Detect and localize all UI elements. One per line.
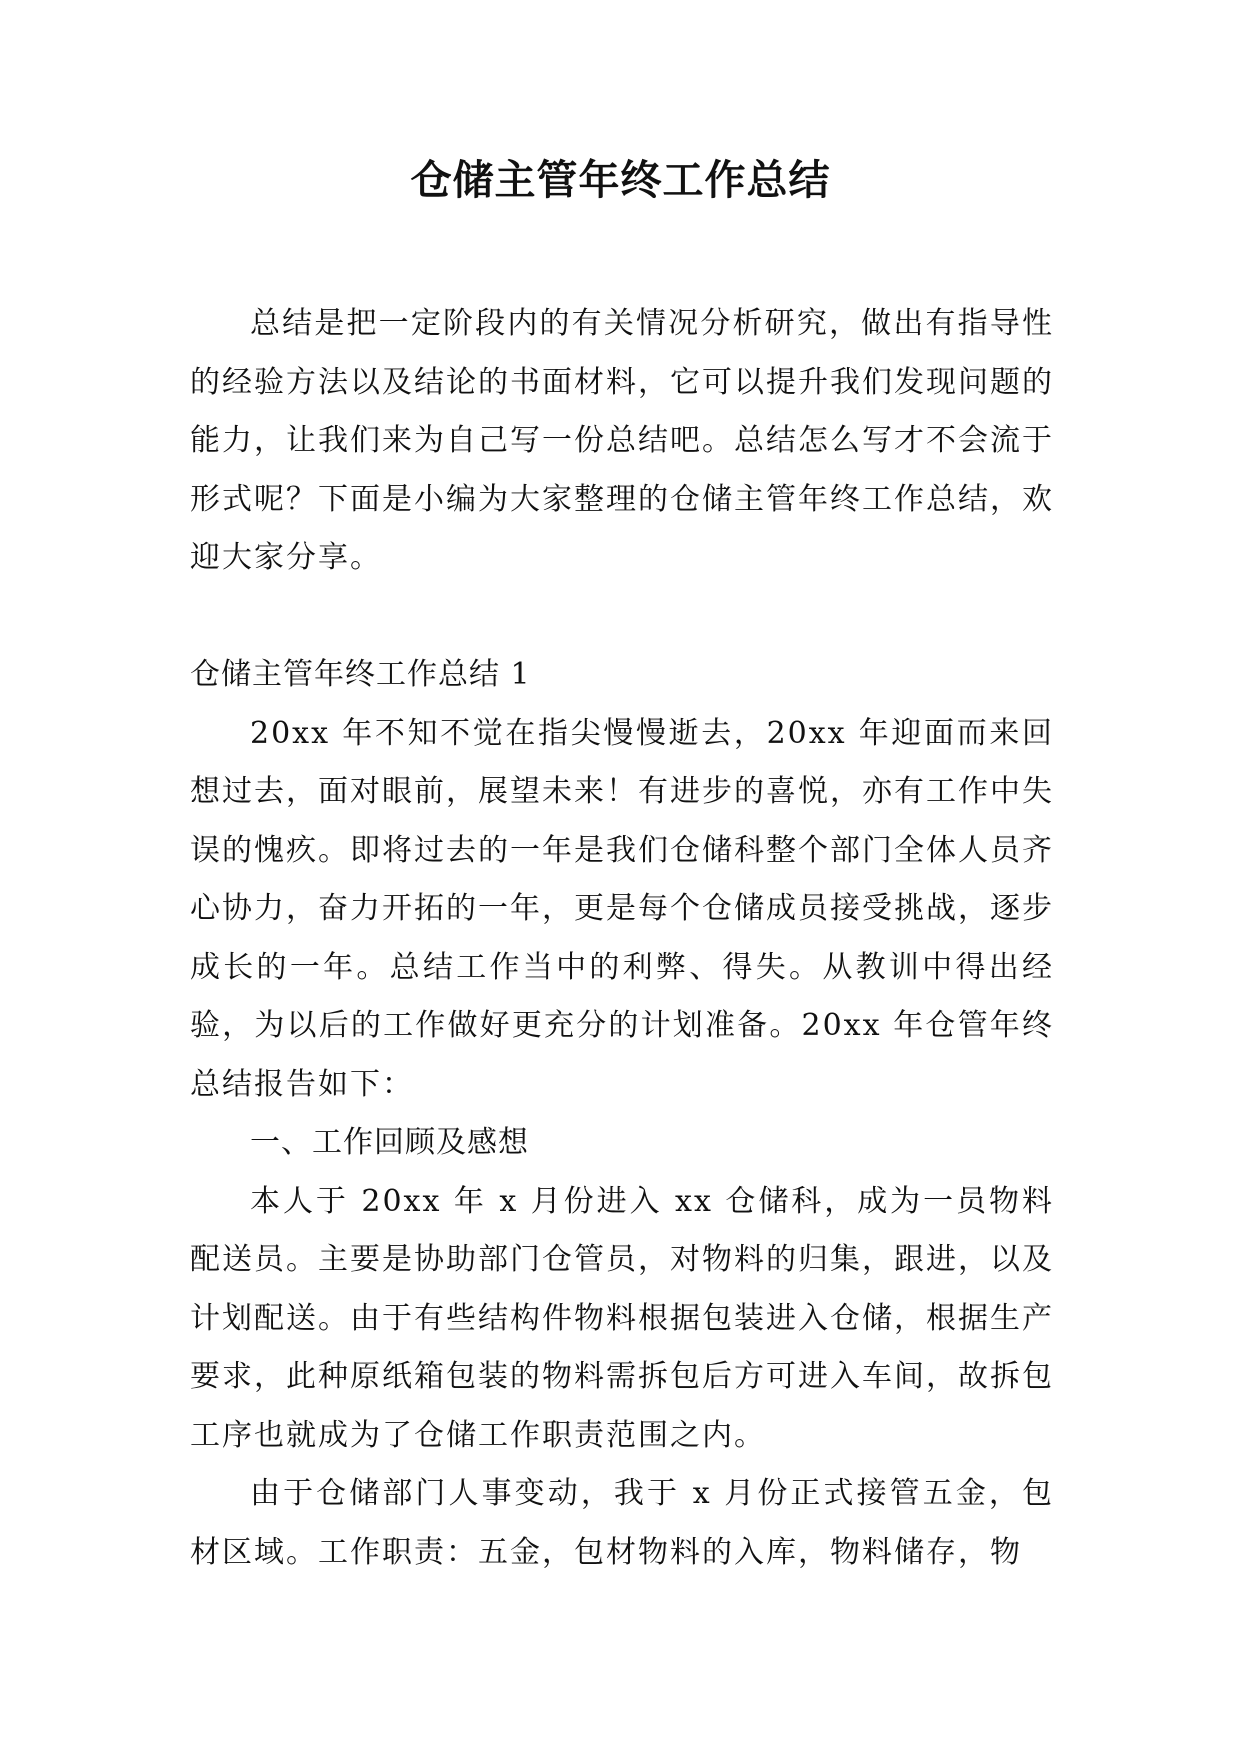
body-paragraph: 由于仓储部门人事变动，我于 x 月份正式接管五金，包材区域。工作职责：五金，包材物料的入库，物料储存，物	[190, 1476, 1054, 1570]
intro-paragraph: 总结是把一定阶段内的有关情况分析研究，做出有指导性的经验方法以及结论的书面材料，它可以提升我们发现问题的能力，让我们来为自己写一份总结吧。总结怎么写才不会流于形式呢？下面是小编为大家整理的仓储主管年终工作总结，欢迎大家分享。	[190, 306, 1054, 575]
body-paragraph: 本人于 20xx 年 x 月份进入 xx 仓储科，成为一员物料配送员。主要是协助部门仓管员，对物料的归集，跟进，以及计划配送。由于有些结构件物料根据包装进入仓储，根据生产要求，此种原纸箱包装的物料需拆包后方可进入车间，故拆包工序也就成为了仓储工作职责范围之内。	[190, 1183, 1054, 1453]
section-title: 仓储主管年终工作总结 1	[190, 657, 531, 692]
section-heading: 一、工作回顾及感想	[250, 1125, 529, 1160]
body-paragraph: 20xx 年不知不觉在指尖慢慢逝去，20xx 年迎面而来回想过去，面对眼前，展望未来！有进步的喜悦，亦有工作中失误的愧疚。即将过去的一年是我们仓储科整个部门全体人员齐心协力，奋力开拓的一年，更是每个仓储成员接受挑战，逐步成长的一年。总结工作当中的利弊、得失。从教训中得出经验，为以后的工作做好更充分的计划准备。20xx 年仓管年终总结报告如下：	[190, 715, 1054, 1102]
document-body	[190, 295, 1054, 1582]
paragraph-spacer	[190, 588, 1054, 647]
document-title: 仓储主管年终工作总结	[410, 156, 831, 204]
